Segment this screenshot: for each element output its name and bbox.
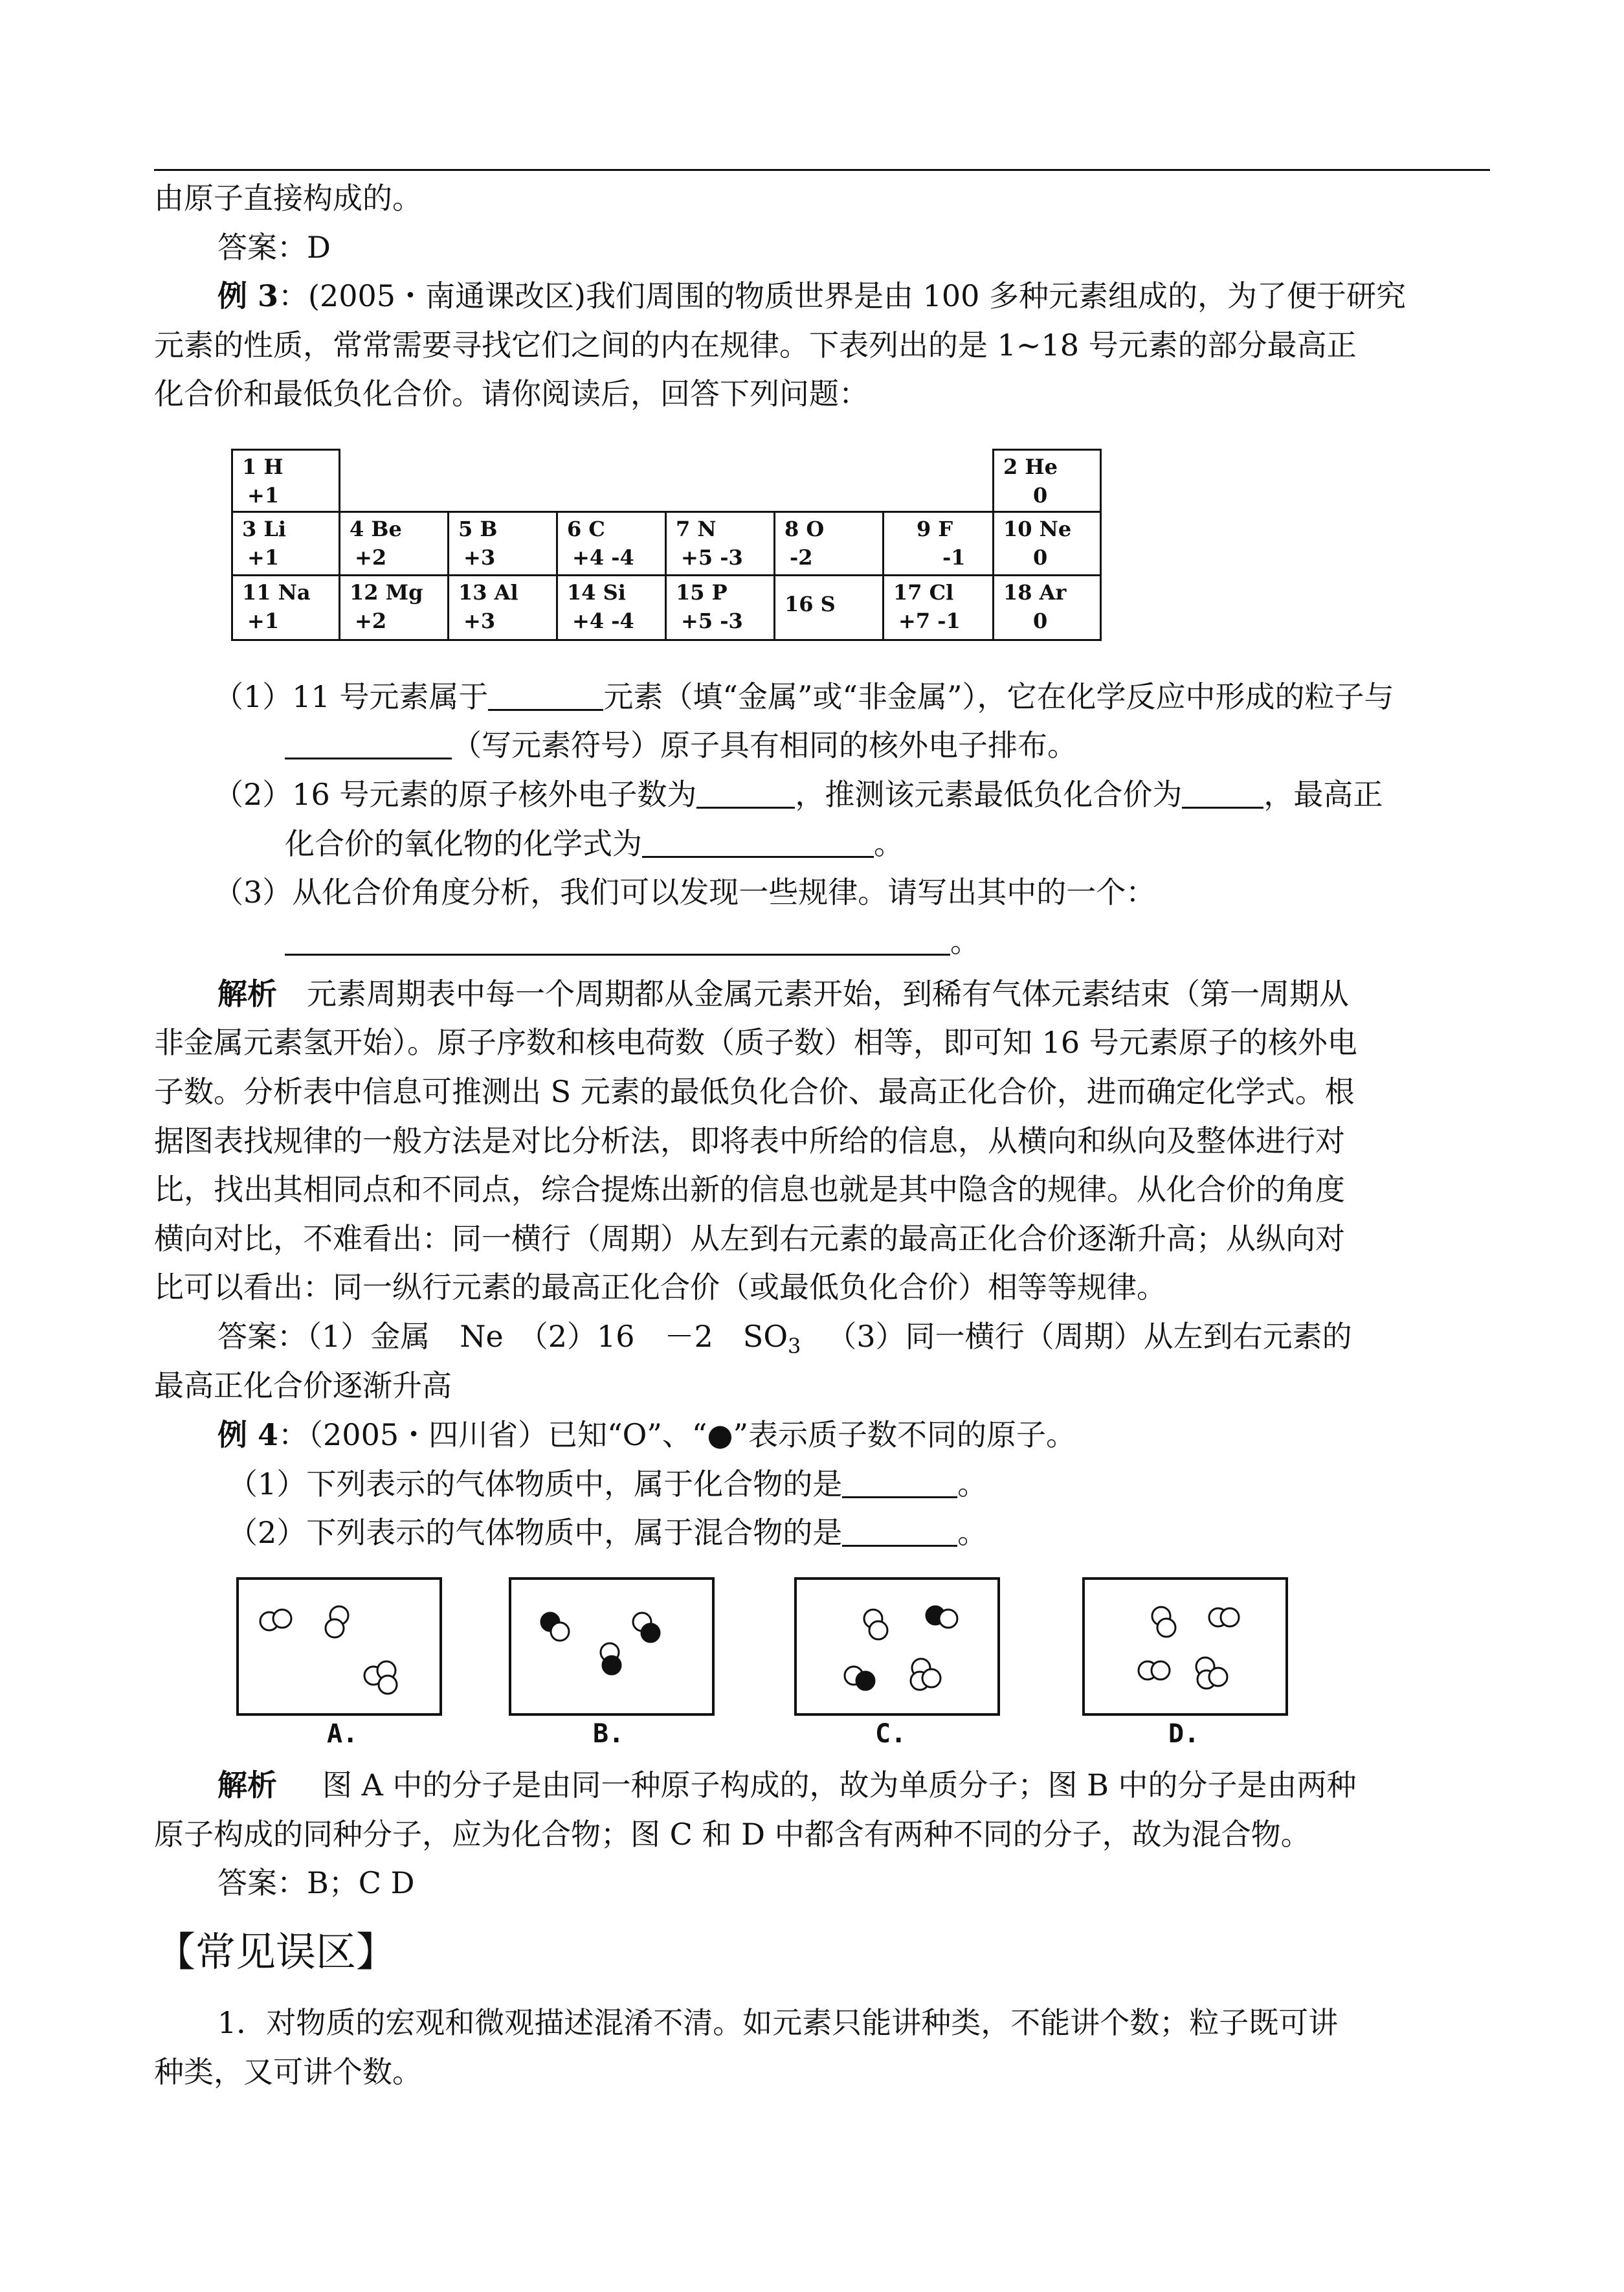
text-span: ：（2005・四川省）已知“O”、“●”表示质子数不同的原子。 (278, 1417, 1076, 1452)
element-valence: 0 (1033, 545, 1048, 570)
text-line: 1．对物质的宏观和微观描述混淆不清。如元素只能讲种类，不能讲个数；粒子既可讲 (217, 2005, 1339, 2040)
element-symbol: 15 P (676, 580, 728, 605)
table-cell (556, 511, 667, 576)
element-symbol: 7 N (676, 517, 717, 541)
label-b: B. (593, 1719, 625, 1749)
example-4-q1 (228, 1465, 987, 1503)
answer-blank[interactable] (488, 683, 603, 711)
periodic-table (231, 449, 1102, 641)
text-line: 子数。分析表中信息可推测出 S 元素的最低负化合价、最高正化合价，进而确定化学式。根 (154, 1074, 1355, 1109)
subscript: 3 (788, 1334, 801, 1358)
text-span: 化合价的氧化物的化学式为 (285, 826, 642, 861)
text-span: （2）下列表示的气体物质中，属于混合物的是 (228, 1515, 843, 1550)
molecules-a (239, 1580, 439, 1713)
question-3: （3）从化合价角度分析，我们可以发现一些规律。请写出其中的一个： (214, 875, 1156, 910)
question-1-cont (285, 726, 1077, 765)
answer-blank[interactable] (842, 1470, 957, 1498)
example-3-line (217, 276, 1406, 315)
table-cell (231, 449, 340, 513)
element-valence: +7 -1 (898, 609, 961, 633)
element-valence: +4 -4 (572, 609, 634, 633)
text-line: 种类，又可讲个数。 (154, 2054, 422, 2089)
text-span: 。 (874, 826, 904, 861)
text-line: 横向对比，不难看出：同一横行（周期）从左到右元素的最高正化合价逐渐升高；从纵向对 (154, 1221, 1345, 1256)
element-symbol: 13 Al (458, 580, 518, 605)
element-symbol: 1 H (242, 455, 284, 479)
text-span: ，最高正 (1263, 777, 1383, 812)
table-cell (339, 574, 449, 641)
table-cell (773, 511, 884, 576)
table-cell (665, 574, 775, 641)
text-line: 由原子直接构成的。 (154, 181, 422, 216)
label-c: C. (875, 1719, 907, 1749)
text-line: 比，找出其相同点和不同点，综合提炼出新的信息也就是其中隐含的规律。从化合价的角度 (154, 1172, 1345, 1207)
table-cell (882, 574, 994, 641)
box-c (794, 1577, 1000, 1716)
answer-blank[interactable] (1182, 781, 1263, 809)
text-line: 最高正化合价逐渐升高 (154, 1368, 452, 1403)
text-span: 元素周期表中每一个周期都从金属元素开始，到稀有气体元素结束（第一周期从 (307, 976, 1349, 1011)
element-symbol: 17 Cl (893, 580, 954, 605)
element-valence: +1 (247, 545, 280, 570)
element-symbol: 9 F (917, 517, 953, 541)
text-span: ：(2005・南通课改区)我们周围的物质世界是由 100 多种元素组成的，为了便于研究 (278, 278, 1407, 313)
element-symbol: 3 Li (242, 517, 287, 541)
text-span: 图 A 中的分子是由同一种原子构成的，故为单质分子；图 B 中的分子是由两种 (322, 1768, 1357, 1803)
element-valence: +5 -3 (681, 545, 743, 570)
table-cell (992, 574, 1102, 641)
element-symbol: 2 He (1003, 455, 1058, 479)
answer-blank[interactable] (642, 830, 874, 858)
example-4-q2 (228, 1513, 987, 1552)
table-cell (339, 511, 449, 576)
text-span: 。 (950, 924, 980, 959)
table-cell (992, 511, 1102, 576)
example-label: 例 4 (217, 1417, 279, 1452)
element-valence: +1 (247, 609, 280, 633)
element-valence: +2 (355, 545, 387, 570)
element-valence: -1 (942, 545, 966, 570)
element-symbol: 8 O (784, 517, 825, 541)
element-symbol: 6 C (567, 517, 605, 541)
answer-line (217, 1317, 1352, 1365)
label-a: A. (327, 1719, 359, 1749)
element-symbol: 14 Si (567, 580, 626, 605)
text-span: 答案：（1）金属 Ne （2）16 －2 SO (217, 1319, 788, 1354)
element-valence: 0 (1033, 609, 1048, 633)
analysis-label: 解析 (217, 976, 277, 1011)
analysis-label: 解析 (217, 1768, 277, 1803)
table-cell (773, 574, 884, 641)
element-symbol: 12 Mg (350, 580, 423, 605)
element-valence: +5 -3 (681, 609, 743, 633)
element-valence: 0 (1033, 483, 1048, 508)
question-3-cont (285, 922, 980, 961)
table-cell (231, 511, 340, 576)
table-cell (665, 511, 775, 576)
element-symbol: 4 Be (350, 517, 402, 541)
element-symbol: 10 Ne (1003, 517, 1072, 541)
answer-blank[interactable] (285, 732, 452, 759)
text-span: （1）11 号元素属于 (214, 679, 489, 714)
element-symbol: 11 Na (242, 580, 311, 605)
molecules-d (1085, 1580, 1285, 1713)
table-cell (231, 574, 340, 641)
text-line: 原子构成的同种分子，应为化合物；图 C 和 D 中都含有两种不同的分子，故为混合物。 (154, 1817, 1311, 1852)
box-b (509, 1577, 715, 1716)
element-valence: +3 (463, 545, 496, 570)
molecules-b (511, 1580, 712, 1713)
example-4-line (217, 1415, 1076, 1454)
text-line: 化合价和最低负化合价。请你阅读后，回答下列问题： (154, 376, 869, 411)
question-2-cont (285, 824, 904, 863)
table-cell (882, 511, 994, 576)
example-label: 例 3 (217, 278, 279, 313)
text-line: 元素的性质，常常需要寻找它们之间的内在规律。下表列出的是 1~18 号元素的部分最高正 (154, 328, 1357, 363)
molecules-c (797, 1580, 997, 1713)
text-line: 据图表找规律的一般方法是对比分析法，即将表中所给的信息，从横向和纵向及整体进行对 (154, 1123, 1345, 1158)
element-valence: +2 (355, 609, 387, 633)
element-symbol: 18 Ar (1003, 580, 1067, 605)
text-span: 。 (957, 1515, 988, 1550)
analysis-line (217, 974, 1349, 1013)
answer-blank[interactable] (842, 1519, 957, 1547)
element-valence: -2 (790, 545, 813, 570)
table-cell (556, 574, 667, 641)
text-span: 元素（填“金属”或“非金属”），它在化学反应中形成的粒子与 (603, 679, 1394, 714)
header-rule (154, 169, 1490, 171)
element-valence: +1 (247, 483, 280, 508)
table-cell (992, 449, 1102, 513)
text-span: （1）下列表示的气体物质中，属于化合物的是 (228, 1466, 843, 1501)
text-span: （3）同一横行（周期）从左到右元素的 (827, 1319, 1352, 1354)
answer-line: 答案：B；C D (217, 1865, 415, 1900)
analysis-line (217, 1766, 1357, 1804)
table-cell (447, 511, 558, 576)
element-valence: +3 (463, 609, 496, 633)
box-d (1082, 1577, 1288, 1716)
answer-line: 答案：D (217, 230, 331, 265)
text-span: 。 (957, 1466, 988, 1501)
table-cell (447, 574, 558, 641)
element-valence: +4 -4 (572, 545, 634, 570)
text-span: （写元素符号）原子具有相同的核外电子排布。 (452, 728, 1077, 763)
answer-blank[interactable] (696, 781, 795, 809)
answer-blank[interactable] (285, 928, 950, 956)
label-d: D. (1168, 1719, 1200, 1749)
element-symbol: 16 S (784, 592, 836, 616)
question-2 (214, 775, 1383, 814)
text-line: 比可以看出：同一纵行元素的最高正化合价（或最低负化合价）相等等规律。 (154, 1270, 1166, 1305)
text-span: （2）16 号元素的原子核外电子数为 (214, 777, 697, 812)
text-span: ，推测该元素最低负化合价为 (795, 777, 1183, 812)
element-symbol: 5 B (458, 517, 498, 541)
question-1 (214, 677, 1394, 716)
section-heading: 【常见误区】 (155, 1928, 397, 1975)
text-line: 非金属元素氢开始）。原子序数和核电荷数（质子数）相等，即可知 16 号元素原子的核外电 (154, 1025, 1357, 1060)
box-a (236, 1577, 442, 1716)
